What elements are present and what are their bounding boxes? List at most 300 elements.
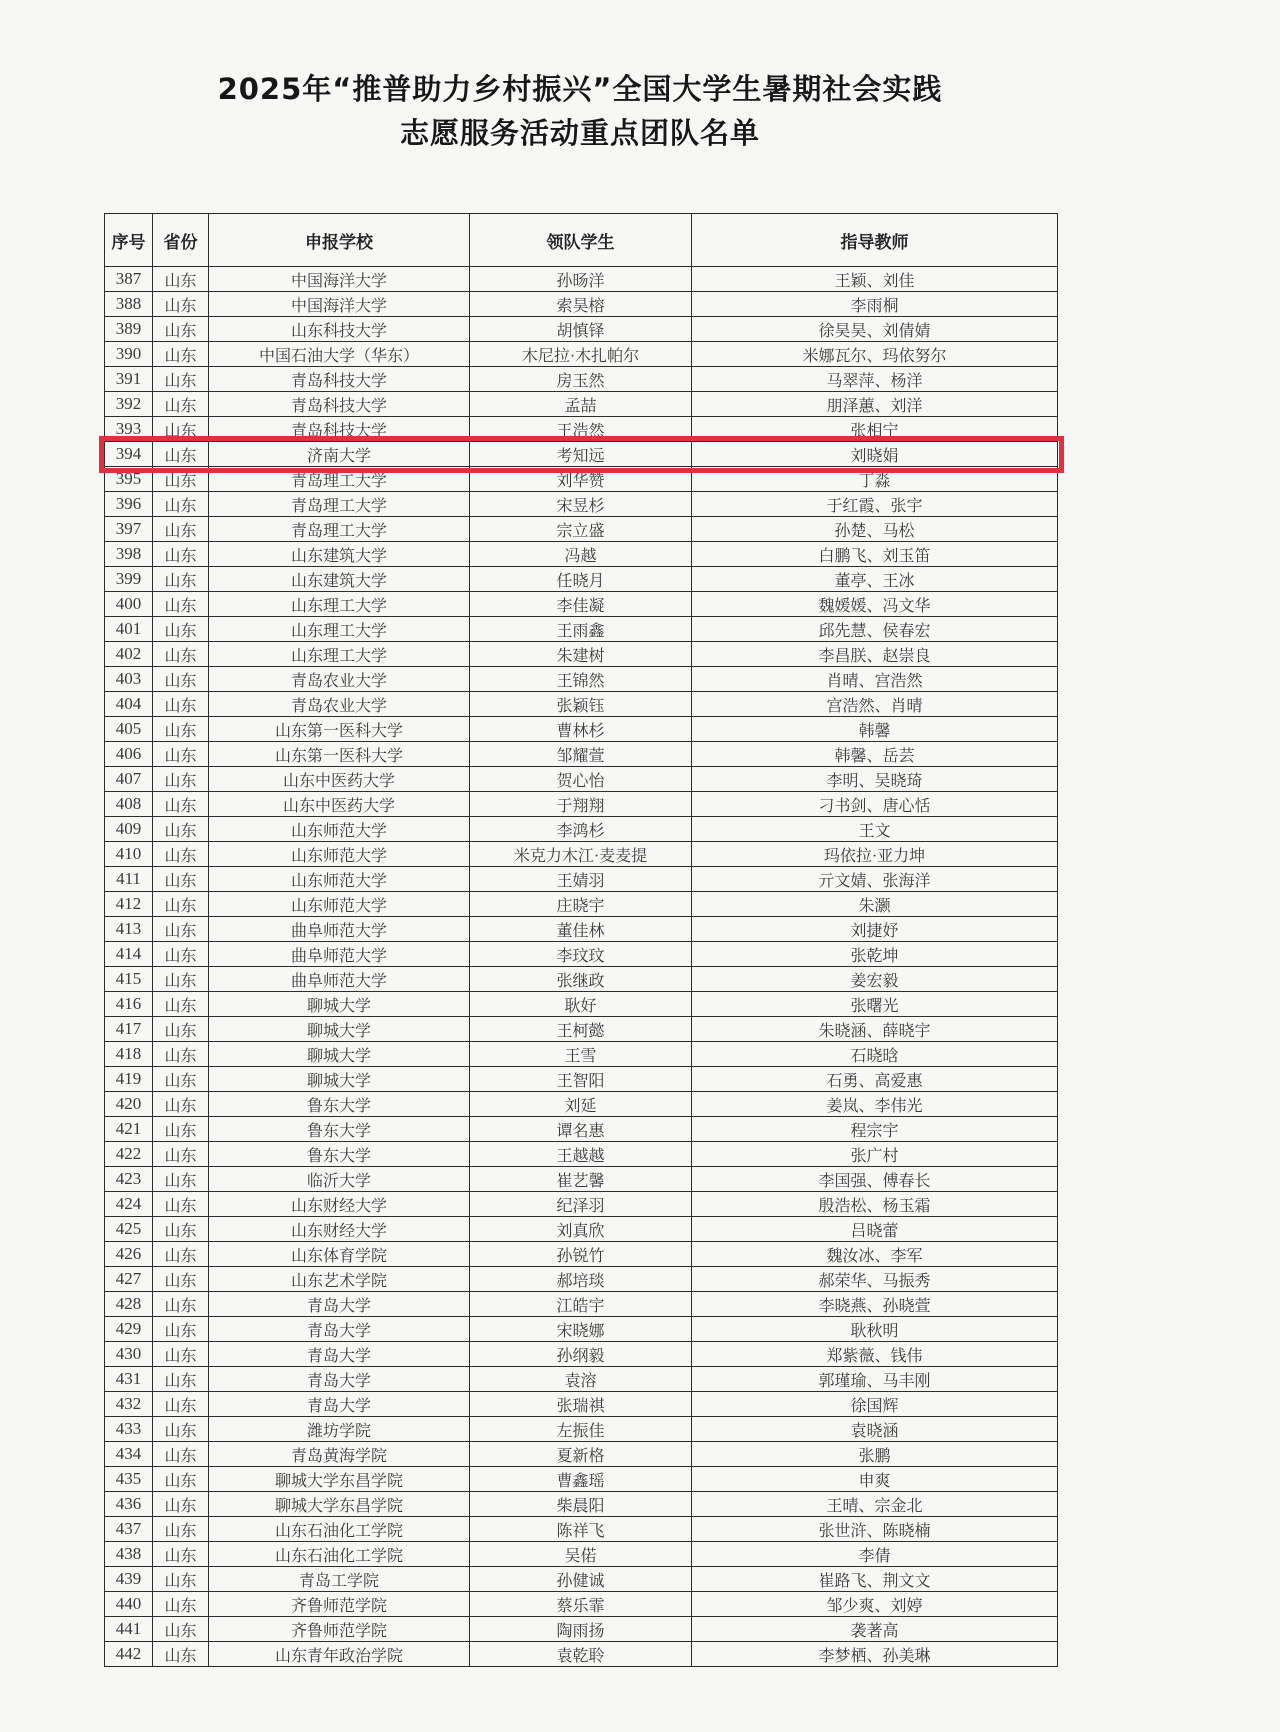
cell-student: 胡慎铎 xyxy=(470,317,692,342)
cell-student: 冯越 xyxy=(470,542,692,567)
cell-serial: 392 xyxy=(105,392,153,417)
cell-serial: 416 xyxy=(105,992,153,1017)
cell-teachers: 亓文婧、张海洋 xyxy=(692,867,1058,892)
cell-serial: 417 xyxy=(105,1017,153,1042)
table-row xyxy=(105,1392,1058,1417)
table-row xyxy=(105,467,1058,492)
cell-student: 崔艺馨 xyxy=(470,1167,692,1192)
cell-student: 王雪 xyxy=(470,1042,692,1067)
table-row xyxy=(105,367,1058,392)
cell-school: 青岛理工大学 xyxy=(209,517,470,542)
cell-province: 山东 xyxy=(153,842,209,867)
cell-teachers: 李雨桐 xyxy=(692,292,1058,317)
cell-serial: 432 xyxy=(105,1392,153,1417)
cell-school: 青岛大学 xyxy=(209,1392,470,1417)
cell-province: 山东 xyxy=(153,417,209,442)
cell-province: 山东 xyxy=(153,1542,209,1567)
cell-province: 山东 xyxy=(153,1417,209,1442)
cell-teachers: 邱先慧、侯春宏 xyxy=(692,617,1058,642)
cell-teachers: 徐昊昊、刘倩婧 xyxy=(692,317,1058,342)
cell-teachers: 张世浒、陈晓楠 xyxy=(692,1517,1058,1542)
cell-province: 山东 xyxy=(153,1392,209,1417)
cell-school: 山东中医药大学 xyxy=(209,767,470,792)
cell-serial: 434 xyxy=(105,1442,153,1467)
cell-province: 山东 xyxy=(153,1142,209,1167)
cell-student: 贺心怡 xyxy=(470,767,692,792)
table-row xyxy=(105,667,1058,692)
cell-province: 山东 xyxy=(153,817,209,842)
cell-province: 山东 xyxy=(153,1067,209,1092)
cell-province: 山东 xyxy=(153,1242,209,1267)
cell-teachers: 李梦栖、孙美琳 xyxy=(692,1642,1058,1667)
cell-province: 山东 xyxy=(153,367,209,392)
table-row xyxy=(105,1442,1058,1467)
table-row xyxy=(105,1342,1058,1367)
cell-student: 宋昱杉 xyxy=(470,492,692,517)
cell-student: 袁乾聆 xyxy=(470,1642,692,1667)
cell-teachers: 姜宏毅 xyxy=(692,967,1058,992)
table-row xyxy=(105,642,1058,667)
cell-province: 山东 xyxy=(153,1492,209,1517)
table-row xyxy=(105,1192,1058,1217)
cell-school: 曲阜师范大学 xyxy=(209,917,470,942)
table-row xyxy=(105,1292,1058,1317)
cell-school: 中国石油大学（华东） xyxy=(209,342,470,367)
cell-serial: 435 xyxy=(105,1467,153,1492)
cell-school: 山东理工大学 xyxy=(209,592,470,617)
cell-teachers: 殷浩松、杨玉霜 xyxy=(692,1192,1058,1217)
cell-province: 山东 xyxy=(153,992,209,1017)
cell-serial: 425 xyxy=(105,1217,153,1242)
cell-teachers: 于红霞、张宇 xyxy=(692,492,1058,517)
cell-student: 郝培琰 xyxy=(470,1267,692,1292)
cell-teachers: 李国强、傅春长 xyxy=(692,1167,1058,1192)
table-row xyxy=(105,1117,1058,1142)
cell-province: 山东 xyxy=(153,1292,209,1317)
table-row xyxy=(105,567,1058,592)
cell-serial: 396 xyxy=(105,492,153,517)
cell-province: 山东 xyxy=(153,1267,209,1292)
cell-student: 宗立盛 xyxy=(470,517,692,542)
table-row xyxy=(105,1067,1058,1092)
cell-student: 柴晨阳 xyxy=(470,1492,692,1517)
cell-student: 房玉然 xyxy=(470,367,692,392)
cell-teachers: 丁淼 xyxy=(692,467,1058,492)
cell-serial: 411 xyxy=(105,867,153,892)
cell-teachers: 张曙光 xyxy=(692,992,1058,1017)
cell-province: 山东 xyxy=(153,267,209,292)
table-row xyxy=(105,992,1058,1017)
table-row xyxy=(105,942,1058,967)
table-row xyxy=(105,1317,1058,1342)
cell-province: 山东 xyxy=(153,1342,209,1367)
cell-teachers: 李明、吴晓琦 xyxy=(692,767,1058,792)
cell-student: 纪泽羽 xyxy=(470,1192,692,1217)
cell-serial: 407 xyxy=(105,767,153,792)
cell-teachers: 白鹏飞、刘玉笛 xyxy=(692,542,1058,567)
cell-teachers: 石晓晗 xyxy=(692,1042,1058,1067)
cell-student: 蔡乐霏 xyxy=(470,1592,692,1617)
cell-student: 陶雨扬 xyxy=(470,1617,692,1642)
cell-serial: 388 xyxy=(105,292,153,317)
cell-serial: 413 xyxy=(105,917,153,942)
cell-teachers: 张乾坤 xyxy=(692,942,1058,967)
cell-school: 聊城大学 xyxy=(209,1067,470,1092)
cell-province: 山东 xyxy=(153,1017,209,1042)
cell-serial: 389 xyxy=(105,317,153,342)
cell-teachers: 王晴、宗金北 xyxy=(692,1492,1058,1517)
cell-school: 齐鲁师范学院 xyxy=(209,1617,470,1642)
cell-student: 曹林杉 xyxy=(470,717,692,742)
column-header-province: 省份 xyxy=(153,214,209,267)
cell-serial: 436 xyxy=(105,1492,153,1517)
table-row xyxy=(105,1542,1058,1567)
cell-province: 山东 xyxy=(153,467,209,492)
cell-province: 山东 xyxy=(153,867,209,892)
cell-school: 山东青年政治学院 xyxy=(209,1642,470,1667)
cell-student: 曹鑫瑶 xyxy=(470,1467,692,1492)
cell-teachers: 张相宁 xyxy=(692,417,1058,442)
table-row xyxy=(105,517,1058,542)
cell-province: 山东 xyxy=(153,617,209,642)
cell-teachers: 郝荣华、马振秀 xyxy=(692,1267,1058,1292)
table-row xyxy=(105,342,1058,367)
table-row xyxy=(105,892,1058,917)
cell-province: 山东 xyxy=(153,517,209,542)
cell-school: 山东财经大学 xyxy=(209,1192,470,1217)
cell-school: 中国海洋大学 xyxy=(209,267,470,292)
cell-school: 青岛科技大学 xyxy=(209,392,470,417)
table-row xyxy=(105,1517,1058,1542)
table-row xyxy=(105,1042,1058,1067)
cell-school: 潍坊学院 xyxy=(209,1417,470,1442)
cell-teachers: 耿秋明 xyxy=(692,1317,1058,1342)
cell-serial: 391 xyxy=(105,367,153,392)
cell-student: 木尼拉·木扎帕尔 xyxy=(470,342,692,367)
cell-teachers: 郭瑾瑜、马丰刚 xyxy=(692,1367,1058,1392)
cell-serial: 395 xyxy=(105,467,153,492)
table-row xyxy=(105,492,1058,517)
cell-student: 刘华赞 xyxy=(470,467,692,492)
cell-school: 青岛大学 xyxy=(209,1367,470,1392)
cell-teachers: 吕晓蕾 xyxy=(692,1217,1058,1242)
cell-province: 山东 xyxy=(153,742,209,767)
table-row xyxy=(105,392,1058,417)
column-header-student: 领队学生 xyxy=(470,214,692,267)
cell-serial: 412 xyxy=(105,892,153,917)
cell-province: 山东 xyxy=(153,667,209,692)
cell-province: 山东 xyxy=(153,1317,209,1342)
table-row xyxy=(105,1567,1058,1592)
cell-serial: 442 xyxy=(105,1642,153,1667)
cell-school: 山东师范大学 xyxy=(209,842,470,867)
cell-school: 青岛农业大学 xyxy=(209,667,470,692)
cell-school: 鲁东大学 xyxy=(209,1117,470,1142)
cell-student: 孟喆 xyxy=(470,392,692,417)
cell-student: 孙健诚 xyxy=(470,1567,692,1592)
cell-teachers: 韩馨、岳芸 xyxy=(692,742,1058,767)
table-row xyxy=(105,867,1058,892)
table-row xyxy=(105,1642,1058,1667)
cell-student: 李鸿杉 xyxy=(470,817,692,842)
cell-teachers: 肖晴、宫浩然 xyxy=(692,667,1058,692)
cell-student: 王婧羽 xyxy=(470,867,692,892)
column-header-serial: 序号 xyxy=(105,214,153,267)
cell-serial: 433 xyxy=(105,1417,153,1442)
cell-teachers: 韩馨 xyxy=(692,717,1058,742)
cell-serial: 409 xyxy=(105,817,153,842)
table-row xyxy=(105,842,1058,867)
cell-serial: 399 xyxy=(105,567,153,592)
cell-school: 山东第一医科大学 xyxy=(209,742,470,767)
cell-serial: 439 xyxy=(105,1567,153,1592)
cell-student: 陈祥飞 xyxy=(470,1517,692,1542)
cell-teachers: 王颖、刘佳 xyxy=(692,267,1058,292)
cell-student: 张继政 xyxy=(470,967,692,992)
table-row xyxy=(105,967,1058,992)
cell-serial: 410 xyxy=(105,842,153,867)
column-header-school: 申报学校 xyxy=(209,214,470,267)
cell-student: 张瑞祺 xyxy=(470,1392,692,1417)
cell-school: 山东石油化工学院 xyxy=(209,1542,470,1567)
column-header-teachers: 指导教师 xyxy=(692,214,1058,267)
cell-teachers: 孙楚、马松 xyxy=(692,517,1058,542)
cell-serial: 427 xyxy=(105,1267,153,1292)
cell-student: 耿好 xyxy=(470,992,692,1017)
cell-province: 山东 xyxy=(153,892,209,917)
cell-teachers: 玛依拉·亚力坤 xyxy=(692,842,1058,867)
cell-student: 王柯懿 xyxy=(470,1017,692,1042)
cell-teachers: 袁晓涵 xyxy=(692,1417,1058,1442)
table-row xyxy=(105,1167,1058,1192)
cell-teachers: 李晓燕、孙晓萱 xyxy=(692,1292,1058,1317)
cell-school: 鲁东大学 xyxy=(209,1142,470,1167)
cell-province: 山东 xyxy=(153,1642,209,1667)
cell-province: 山东 xyxy=(153,792,209,817)
table-row xyxy=(105,1367,1058,1392)
cell-province: 山东 xyxy=(153,592,209,617)
table-row xyxy=(105,1242,1058,1267)
table-row xyxy=(105,592,1058,617)
cell-serial: 431 xyxy=(105,1367,153,1392)
cell-serial: 402 xyxy=(105,642,153,667)
cell-school: 济南大学 xyxy=(209,442,470,467)
table-row xyxy=(105,292,1058,317)
cell-school: 山东建筑大学 xyxy=(209,542,470,567)
cell-teachers: 申爽 xyxy=(692,1467,1058,1492)
cell-school: 齐鲁师范学院 xyxy=(209,1592,470,1617)
cell-serial: 438 xyxy=(105,1542,153,1567)
cell-school: 山东师范大学 xyxy=(209,892,470,917)
cell-school: 山东中医药大学 xyxy=(209,792,470,817)
table-row xyxy=(105,917,1058,942)
cell-student: 孙旸洋 xyxy=(470,267,692,292)
cell-province: 山东 xyxy=(153,542,209,567)
cell-teachers: 魏汝冰、李军 xyxy=(692,1242,1058,1267)
cell-school: 山东建筑大学 xyxy=(209,567,470,592)
cell-student: 王浩然 xyxy=(470,417,692,442)
cell-student: 李佳凝 xyxy=(470,592,692,617)
cell-student: 王智阳 xyxy=(470,1067,692,1092)
cell-school: 青岛理工大学 xyxy=(209,467,470,492)
cell-province: 山东 xyxy=(153,1117,209,1142)
cell-teachers: 米娜瓦尔、玛依努尔 xyxy=(692,342,1058,367)
cell-serial: 440 xyxy=(105,1592,153,1617)
cell-province: 山东 xyxy=(153,642,209,667)
cell-school: 临沂大学 xyxy=(209,1167,470,1192)
cell-teachers: 刘晓娟 xyxy=(692,442,1058,467)
cell-student: 庄晓宇 xyxy=(470,892,692,917)
cell-school: 中国海洋大学 xyxy=(209,292,470,317)
table-row xyxy=(105,1092,1058,1117)
cell-student: 张颖钰 xyxy=(470,692,692,717)
cell-teachers: 李倩 xyxy=(692,1542,1058,1567)
cell-student: 朱建树 xyxy=(470,642,692,667)
table-row xyxy=(105,1617,1058,1642)
cell-school: 青岛农业大学 xyxy=(209,692,470,717)
cell-serial: 421 xyxy=(105,1117,153,1142)
cell-teachers: 王文 xyxy=(692,817,1058,842)
cell-teachers: 马翠萍、杨洋 xyxy=(692,367,1058,392)
cell-school: 青岛科技大学 xyxy=(209,417,470,442)
table-row xyxy=(105,817,1058,842)
cell-school: 聊城大学东昌学院 xyxy=(209,1467,470,1492)
cell-province: 山东 xyxy=(153,767,209,792)
cell-teachers: 刁书剑、唐心恬 xyxy=(692,792,1058,817)
cell-serial: 441 xyxy=(105,1617,153,1642)
table-row xyxy=(105,1267,1058,1292)
cell-province: 山东 xyxy=(153,1167,209,1192)
cell-teachers: 朋泽蕙、刘洋 xyxy=(692,392,1058,417)
cell-student: 李玟玟 xyxy=(470,942,692,967)
cell-teachers: 张鹏 xyxy=(692,1442,1058,1467)
cell-student: 董佳林 xyxy=(470,917,692,942)
cell-province: 山东 xyxy=(153,1442,209,1467)
cell-school: 聊城大学东昌学院 xyxy=(209,1492,470,1517)
cell-teachers: 魏媛媛、冯文华 xyxy=(692,592,1058,617)
cell-student: 夏新格 xyxy=(470,1442,692,1467)
cell-school: 青岛科技大学 xyxy=(209,367,470,392)
table-row xyxy=(105,1467,1058,1492)
document-title-line1: 2025年“推普助力乡村振兴”全国大学生暑期社会实践 xyxy=(217,72,943,106)
table-row xyxy=(105,692,1058,717)
cell-teachers: 崔路飞、荆文文 xyxy=(692,1567,1058,1592)
cell-student: 王雨鑫 xyxy=(470,617,692,642)
cell-student: 任晓月 xyxy=(470,567,692,592)
cell-teachers: 袭著高 xyxy=(692,1617,1058,1642)
cell-school: 山东体育学院 xyxy=(209,1242,470,1267)
cell-serial: 430 xyxy=(105,1342,153,1367)
cell-student: 孙纲毅 xyxy=(470,1342,692,1367)
cell-teachers: 徐国辉 xyxy=(692,1392,1058,1417)
cell-province: 山东 xyxy=(153,692,209,717)
cell-teachers: 朱晓涵、薛晓宇 xyxy=(692,1017,1058,1042)
cell-serial: 420 xyxy=(105,1092,153,1117)
cell-serial: 401 xyxy=(105,617,153,642)
cell-student: 谭名惠 xyxy=(470,1117,692,1142)
cell-serial: 428 xyxy=(105,1292,153,1317)
cell-student: 索昊榕 xyxy=(470,292,692,317)
cell-school: 山东第一医科大学 xyxy=(209,717,470,742)
cell-serial: 437 xyxy=(105,1517,153,1542)
cell-school: 青岛大学 xyxy=(209,1292,470,1317)
cell-teachers: 刘捷妤 xyxy=(692,917,1058,942)
table-row xyxy=(105,767,1058,792)
table-row xyxy=(105,1592,1058,1617)
cell-serial: 394 xyxy=(105,442,153,467)
cell-province: 山东 xyxy=(153,317,209,342)
cell-student: 邹耀萱 xyxy=(470,742,692,767)
cell-serial: 403 xyxy=(105,667,153,692)
cell-serial: 406 xyxy=(105,742,153,767)
table-row xyxy=(105,317,1058,342)
cell-school: 青岛黄海学院 xyxy=(209,1442,470,1467)
table-row xyxy=(105,717,1058,742)
cell-serial: 415 xyxy=(105,967,153,992)
cell-school: 聊城大学 xyxy=(209,1042,470,1067)
cell-teachers: 邹少爽、刘婷 xyxy=(692,1592,1058,1617)
cell-province: 山东 xyxy=(153,492,209,517)
cell-teachers: 郑紫薇、钱伟 xyxy=(692,1342,1058,1367)
cell-serial: 429 xyxy=(105,1317,153,1342)
cell-serial: 419 xyxy=(105,1067,153,1092)
cell-teachers: 宫浩然、肖晴 xyxy=(692,692,1058,717)
table-row xyxy=(105,1417,1058,1442)
cell-serial: 387 xyxy=(105,267,153,292)
cell-serial: 424 xyxy=(105,1192,153,1217)
cell-serial: 422 xyxy=(105,1142,153,1167)
cell-serial: 393 xyxy=(105,417,153,442)
cell-school: 青岛大学 xyxy=(209,1317,470,1342)
table-row xyxy=(105,542,1058,567)
cell-serial: 418 xyxy=(105,1042,153,1067)
cell-student: 考知远 xyxy=(470,442,692,467)
cell-student: 袁溶 xyxy=(470,1367,692,1392)
cell-student: 江皓宇 xyxy=(470,1292,692,1317)
cell-teachers: 姜岚、李伟光 xyxy=(692,1092,1058,1117)
cell-student: 宋晓娜 xyxy=(470,1317,692,1342)
cell-serial: 390 xyxy=(105,342,153,367)
cell-province: 山东 xyxy=(153,1467,209,1492)
table-row xyxy=(105,267,1058,292)
cell-school: 山东石油化工学院 xyxy=(209,1517,470,1542)
cell-teachers: 朱灏 xyxy=(692,892,1058,917)
table-row xyxy=(105,1017,1058,1042)
cell-province: 山东 xyxy=(153,917,209,942)
cell-school: 聊城大学 xyxy=(209,1017,470,1042)
table-row xyxy=(105,417,1058,442)
cell-school: 山东科技大学 xyxy=(209,317,470,342)
cell-student: 吴偌 xyxy=(470,1542,692,1567)
cell-student: 米克力木江·麦麦提 xyxy=(470,842,692,867)
cell-serial: 423 xyxy=(105,1167,153,1192)
cell-serial: 400 xyxy=(105,592,153,617)
cell-serial: 398 xyxy=(105,542,153,567)
cell-province: 山东 xyxy=(153,1592,209,1617)
table-row xyxy=(105,1217,1058,1242)
cell-serial: 426 xyxy=(105,1242,153,1267)
cell-province: 山东 xyxy=(153,942,209,967)
cell-teachers: 张广村 xyxy=(692,1142,1058,1167)
cell-province: 山东 xyxy=(153,717,209,742)
table-body xyxy=(105,267,1058,1667)
cell-province: 山东 xyxy=(153,1092,209,1117)
table-row xyxy=(105,742,1058,767)
cell-teachers: 李昌朕、赵崇良 xyxy=(692,642,1058,667)
cell-student: 王越越 xyxy=(470,1142,692,1167)
table-row xyxy=(105,1492,1058,1517)
cell-school: 鲁东大学 xyxy=(209,1092,470,1117)
